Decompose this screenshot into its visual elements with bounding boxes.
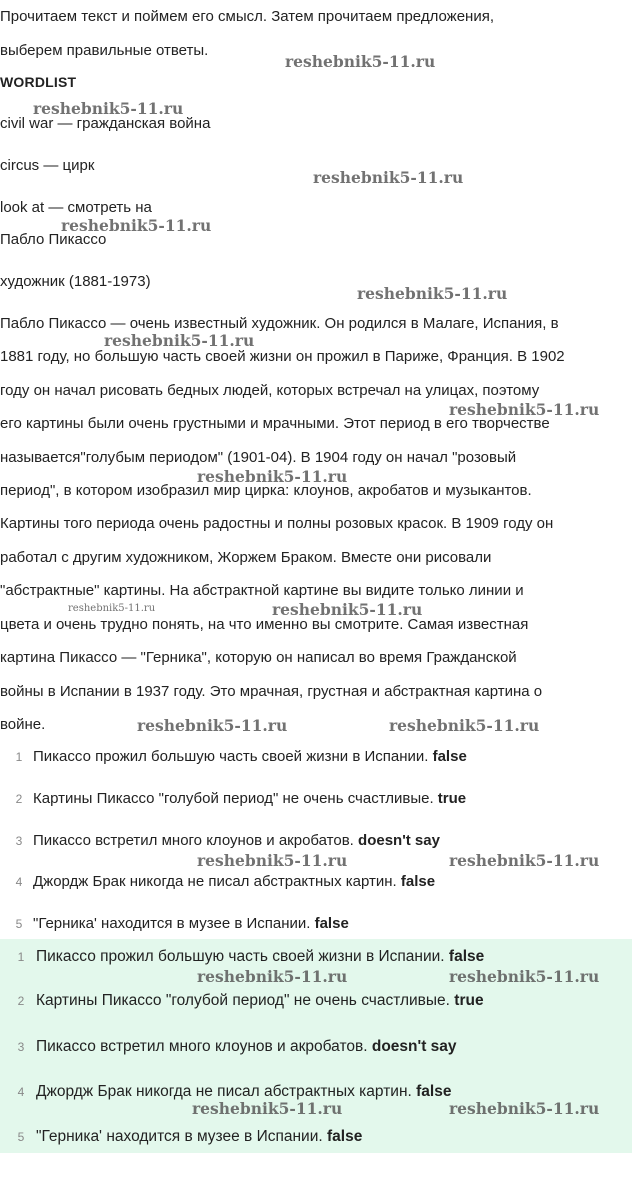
question-text: "Герника' находится в музее в Испании. false	[33, 915, 349, 932]
answer-text: "Герника' находится в музее в Испании. false	[36, 1128, 363, 1145]
question-number: 3	[15, 834, 23, 848]
question-item	[0, 914, 632, 934]
text-line: Картины того периода очень радостны и полны розовых красок. В 1909 году он	[0, 515, 554, 532]
text-line: "абстрактные" картины. На абстрактной картине вы видите только линии и	[0, 582, 524, 599]
question-number: 5	[15, 917, 23, 931]
wordlist-item: Пабло Пикассо	[0, 231, 107, 248]
wordlist-heading: WORDLIST	[0, 74, 77, 90]
answer-text: Пикассо встретил много клоунов и акробатов. doesn't say	[36, 1038, 457, 1055]
watermark: reshebnik5-11.ru	[285, 52, 436, 71]
text-line: называется"голубым периодом" (1901-04). В 1904 году он начал "розовый	[0, 449, 517, 466]
question-item	[0, 872, 632, 892]
question-item	[0, 831, 632, 851]
text-line: период", в котором изобразил мир цирка: клоунов, акробатов и музыкантов.	[0, 482, 532, 499]
question-answer: true	[437, 790, 467, 807]
answer-number: 5	[17, 1130, 25, 1144]
text-line: войны в Испании в 1937 году. Это мрачная, грустная и абстрактная картина о	[0, 683, 543, 700]
answer-value: true	[454, 992, 484, 1009]
watermark: reshebnik5-11.ru	[313, 168, 464, 187]
watermark: reshebnik5-11.ru	[104, 331, 255, 350]
question-number: 4	[15, 875, 23, 889]
question-text: Джордж Брак никогда не писал абстрактных картин. false	[33, 873, 436, 890]
watermark: reshebnik5-11.ru	[449, 967, 600, 986]
question-answer: doesn't say	[358, 832, 440, 849]
text-line: 1881 году, но большую часть своей жизни он прожил в Париже, Франция. В 1902	[0, 348, 565, 365]
answer-item	[0, 1037, 632, 1057]
wordlist-item: civil war — гражданская война	[0, 115, 211, 132]
question-text: Пикассо прожил большую часть своей жизни в Испании. false	[33, 748, 467, 765]
watermark: reshebnik5-11.ru	[197, 467, 348, 486]
answer-text: Картины Пикассо "голубой период" не очень счастливые. true	[36, 992, 484, 1009]
text-line: Пабло Пикассо — очень известный художник. Он родился в Малаге, Испания, в	[0, 315, 559, 332]
watermark: reshebnik5-11.ru	[137, 716, 288, 735]
intro-line-2: выберем правильные ответы.	[0, 42, 209, 59]
watermark: reshebnik5-11.ru	[197, 967, 348, 986]
text-line: работал с другим художником, Жоржем Браком. Вместе они рисовали	[0, 549, 492, 566]
question-answer: false	[314, 915, 349, 932]
question-item	[0, 789, 632, 809]
answer-value: false	[326, 1128, 363, 1145]
answer-text: Пикассо прожил большую часть своей жизни в Испании. false	[36, 948, 485, 965]
question-text: Пикассо встретил много клоунов и акробатов. doesn't say	[33, 832, 440, 849]
question-number: 1	[15, 750, 23, 764]
watermark: reshebnik5-11.ru	[68, 603, 156, 614]
watermark: reshebnik5-11.ru	[389, 716, 540, 735]
question-number: 2	[15, 792, 23, 806]
answer-item	[0, 991, 632, 1011]
answer-number: 3	[17, 1040, 25, 1054]
answer-number: 4	[17, 1085, 25, 1099]
answer-number: 1	[17, 950, 25, 964]
answer-value: false	[448, 948, 485, 965]
answer-item	[0, 947, 632, 967]
answer-value: false	[416, 1083, 452, 1100]
intro-line-1: Прочитаем текст и поймем его смысл. Затем прочитаем предложения,	[0, 8, 494, 25]
wordlist-item: look at — смотреть на	[0, 199, 152, 216]
watermark: reshebnik5-11.ru	[449, 400, 600, 419]
answer-text: Джордж Брак никогда не писал абстрактных картин. false	[36, 1083, 452, 1100]
watermark: reshebnik5-11.ru	[449, 1099, 600, 1118]
answer-number: 2	[17, 994, 25, 1008]
watermark: reshebnik5-11.ru	[33, 99, 184, 118]
wordlist-item: художник (1881-1973)	[0, 273, 151, 290]
question-item	[0, 747, 632, 767]
text-line: картина Пикассо — "Герника", которую он написал во время Гражданской	[0, 649, 517, 666]
answer-item	[0, 1127, 632, 1147]
question-answer: false	[432, 748, 467, 765]
watermark: reshebnik5-11.ru	[197, 851, 348, 870]
answer-value: doesn't say	[371, 1038, 457, 1055]
watermark: reshebnik5-11.ru	[272, 600, 423, 619]
text-line: его картины были очень грустными и мрачными. Этот период в его творчестве	[0, 415, 550, 432]
watermark: reshebnik5-11.ru	[357, 284, 508, 303]
text-line: войне.	[0, 716, 46, 733]
question-answer: false	[400, 873, 436, 890]
text-line: году он начал рисовать бедных людей, которых встречал на улицах, поэтому	[0, 382, 540, 399]
watermark: reshebnik5-11.ru	[449, 851, 600, 870]
question-text: Картины Пикассо "голубой период" не очень счастливые. true	[33, 790, 467, 807]
watermark: reshebnik5-11.ru	[61, 216, 212, 235]
text-line: цвета и очень трудно понять, на что именно вы смотрите. Самая известная	[0, 616, 529, 633]
wordlist-item: circus — цирк	[0, 157, 95, 174]
watermark: reshebnik5-11.ru	[192, 1099, 343, 1118]
